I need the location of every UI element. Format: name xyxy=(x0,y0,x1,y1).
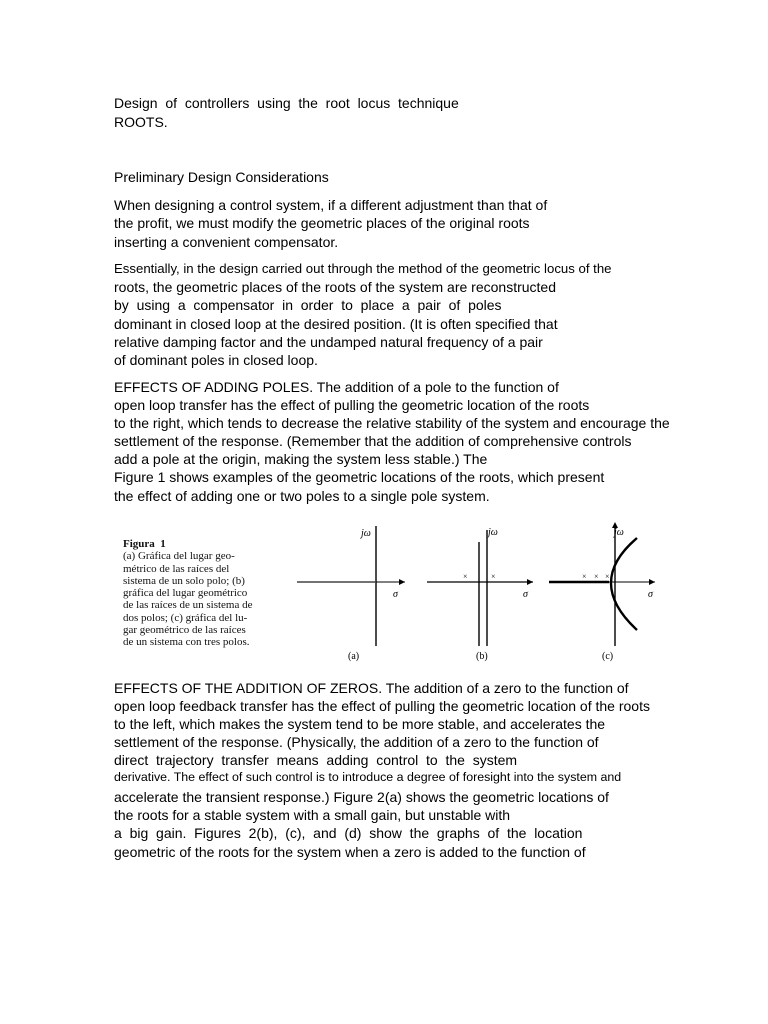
arrow-icon xyxy=(649,579,655,585)
panel-label: (a) xyxy=(348,651,360,662)
document-title-line-2: ROOTS. xyxy=(114,114,168,130)
essentially-line: Essentially, in the design carried out through the method of the geometric locus of the xyxy=(114,261,612,276)
caption-line: sistema de un solo polo; (b) xyxy=(123,574,245,587)
intro-line: inserting a convenient compensator. xyxy=(114,234,339,250)
zeros-line: derivative. The effect of such control is to introduce a degree of foresight into the system and xyxy=(114,770,622,784)
panel-b xyxy=(427,527,533,662)
poles-line: to the right, which tends to decrease the relative stability of the system and encourage the xyxy=(114,415,670,431)
arrow-icon xyxy=(399,579,405,585)
caption-line: gar geométrico de las raíces xyxy=(123,624,246,637)
poles-line: Figure 1 shows examples of the geometric locations of the roots, which present xyxy=(114,469,605,485)
poles-line: the effect of adding one or two poles to a single pole system. xyxy=(114,488,490,504)
essentially-line: by using a compensator in order to place a pair of poles xyxy=(114,297,502,313)
poles-line: EFFECTS OF ADDING POLES. The addition of a pole to the function of xyxy=(114,379,559,395)
poles-line: add a pole at the origin, making the system less stable.) The xyxy=(114,451,488,467)
zeros-line: direct trajectory transfer means adding control to the system xyxy=(114,752,518,768)
real-axis-label: σ xyxy=(648,589,653,600)
essentially-line: relative damping factor and the undamped natural frequency of a pair xyxy=(114,334,543,350)
zeros-line: settlement of the response. (Physically, the addition of a zero to the function of xyxy=(114,734,599,750)
pole-marker-icon: × xyxy=(594,572,599,581)
panel-a xyxy=(297,526,405,662)
panel-label: (c) xyxy=(602,651,614,662)
caption-line: dos polos; (c) gráfica del lu- xyxy=(123,611,248,624)
caption-line: Figura 1 xyxy=(123,538,166,550)
essentially-line: dominant in closed loop at the desired position. (It is often specified that xyxy=(114,316,558,332)
caption-line: métrico de las raíces del xyxy=(123,562,230,575)
zeros-line: a big gain. Figures 2(b), (c), and (d) show the graphs of the location xyxy=(114,825,583,841)
zeros-line: the roots for a stable system with a small gain, but unstable with xyxy=(114,807,511,823)
caption-line: de las raíces de un sistema de xyxy=(123,599,253,612)
caption-line: gráfica del lugar geométrico xyxy=(123,587,248,600)
essentially-line: of dominant poles in closed loop. xyxy=(114,352,318,368)
zeros-line: open loop feedback transfer has the effect of pulling the geometric location of the roots xyxy=(114,698,650,714)
pole-marker-icon: × xyxy=(582,572,587,581)
panel-c xyxy=(549,522,655,662)
intro-line: the profit, we must modify the geometric places of the original roots xyxy=(114,215,530,231)
panel-label: (b) xyxy=(476,651,488,662)
document-title-line-1: Design of controllers using the root locus technique xyxy=(114,95,459,111)
essentially-line: roots, the geometric places of the roots of the system are reconstructed xyxy=(114,279,556,295)
zeros-line: EFFECTS OF THE ADDITION OF ZEROS. The addition of a zero to the function of xyxy=(114,680,629,696)
real-axis-label: σ xyxy=(393,589,398,600)
zeros-line: to the left, which makes the system tend to be more stable, and accelerates the xyxy=(114,716,606,732)
imag-axis-label: jω xyxy=(361,528,371,539)
arrow-icon xyxy=(527,579,533,585)
imag-axis-label: jω xyxy=(488,527,498,538)
pole-marker-icon: × xyxy=(491,572,496,581)
section-heading: Preliminary Design Considerations xyxy=(114,169,329,185)
intro-line: When designing a control system, if a different adjustment than that of xyxy=(114,197,548,213)
poles-line: settlement of the response. (Remember that the addition of comprehensive controls xyxy=(114,433,632,449)
real-axis-label: σ xyxy=(523,589,528,600)
zeros-line: accelerate the transient response.) Figure 2(a) shows the geometric locations of xyxy=(114,789,609,805)
imag-axis-label: jω xyxy=(614,527,624,538)
caption-line: (a) Gráfica del lugar geo- xyxy=(123,550,235,563)
zeros-line: geometric of the roots for the system when a zero is added to the function of xyxy=(114,844,586,860)
pole-marker-icon: × xyxy=(463,572,468,581)
poles-line: open loop transfer has the effect of pulling the geometric location of the roots xyxy=(114,397,590,413)
root-locus-figure xyxy=(285,518,675,668)
figure-caption xyxy=(123,538,283,649)
pole-marker-icon: × xyxy=(605,572,610,581)
caption-line: de un sistema con tres polos. xyxy=(123,636,250,649)
